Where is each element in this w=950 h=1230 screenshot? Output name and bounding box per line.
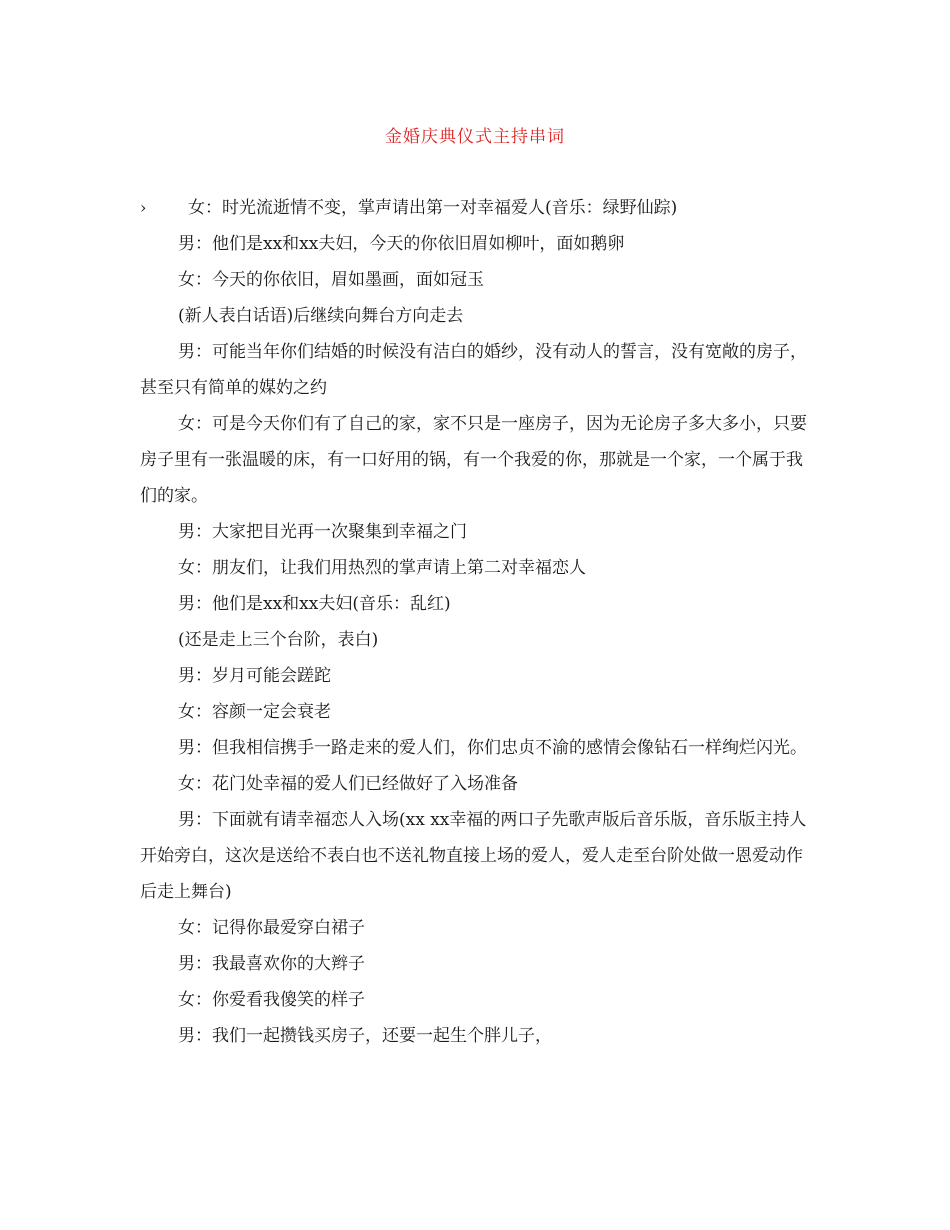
paragraph: 男：下面就有请幸福恋人入场(xx xx幸福的两口子先歌声版后音乐版，音乐版主持人开始旁白，这次是送给不表白也不送礼物直接上场的爱人，爱人走至台阶处做一恩爱动作后走上舞台)	[140, 810, 807, 902]
paragraph: 女：可是今天你们有了自己的家，家不只是一座房子，因为无论房子多大多小，只要房子里有一张温暖的床，有一口好用的锅，有一个我爱的你，那就是一个家，一个属于我们的家。	[140, 414, 807, 506]
paragraph: (还是走上三个台阶，表白)	[178, 630, 379, 650]
document-body	[140, 190, 812, 1054]
paragraph: 男：但我相信携手一路走来的爱人们，你们忠贞不渝的感情会像钻石一样绚烂闪光。	[178, 738, 807, 758]
paragraph: 女：花门处幸福的爱人们已经做好了入场准备	[178, 774, 518, 794]
paragraph: 女：今天的你依旧，眉如墨画，面如冠玉	[178, 270, 484, 290]
chevron-right-icon: ›	[140, 198, 147, 217]
paragraph-text: 女：时光流逝情不变，掌声请出第一对幸福爱人(音乐：绿野仙踪)	[188, 198, 678, 218]
paragraph: 男：大家把目光再一次聚集到幸福之门	[178, 522, 467, 542]
paragraph: 男：我们一起攒钱买房子，还要一起生个胖儿子，	[178, 1026, 552, 1046]
document-title: 金婚庆典仪式主持串词	[385, 127, 565, 147]
paragraph	[140, 190, 812, 226]
paragraph: 男：岁月可能会蹉跎	[178, 666, 331, 686]
paragraph: 女：记得你最爱穿白裙子	[178, 918, 365, 938]
paragraph: 男：可能当年你们结婚的时候没有洁白的婚纱，没有动人的誓言，没有宽敞的房子，甚至只有简单的媒妁之约	[140, 342, 807, 398]
paragraph: 女：你爱看我傻笑的样子	[178, 990, 365, 1010]
paragraph: 男：他们是xx和xx夫妇(音乐：乱红)	[178, 594, 451, 614]
paragraph: 男：他们是xx和xx夫妇，今天的你依旧眉如柳叶，面如鹅卵	[178, 234, 625, 254]
paragraph: 女：朋友们，让我们用热烈的掌声请上第二对幸福恋人	[178, 558, 586, 578]
paragraph: (新人表白话语)后继续向舞台方向走去	[178, 306, 464, 326]
paragraph: 男：我最喜欢你的大辫子	[178, 954, 365, 974]
paragraph: 女：容颜一定会衰老	[178, 702, 331, 722]
